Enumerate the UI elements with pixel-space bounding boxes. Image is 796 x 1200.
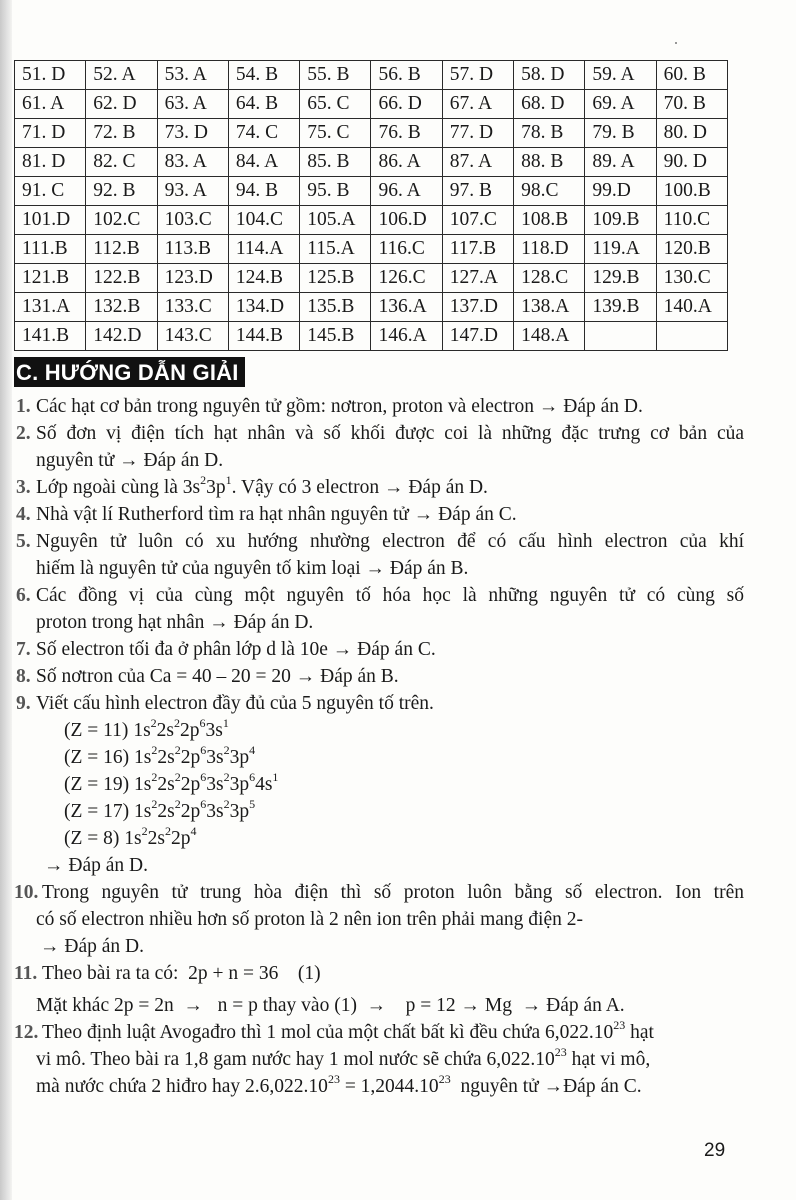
orbital: 2p (180, 774, 201, 795)
orbital: 3s (205, 720, 223, 741)
answer-cell: 147.D (442, 322, 513, 351)
solution-item-5 (16, 528, 744, 582)
superscript: 23 (613, 1017, 626, 1032)
solution-item-7 (16, 636, 736, 663)
answer-cell: 146.A (371, 322, 442, 351)
answer-cell: 69. A (585, 90, 656, 119)
answer-cell: 110.C (656, 206, 727, 235)
answer-cell: 103.C (157, 206, 228, 235)
answer-cell: 67. A (442, 90, 513, 119)
config-line (36, 771, 736, 798)
orbital: 2p (180, 720, 200, 741)
answer-row (15, 90, 728, 119)
answer-cell: 102.C (86, 206, 157, 235)
electron-count: 6 (249, 769, 256, 784)
answer-cell: 79. B (585, 119, 656, 148)
orbital: 2p (170, 828, 191, 849)
electron-count: 1 (222, 715, 229, 730)
item-number: 9. (16, 693, 31, 714)
answer-cell: 74. C (228, 119, 299, 148)
answer-cell: 132.B (86, 293, 157, 322)
solution-text (36, 1019, 736, 1046)
item-number: 7. (16, 639, 31, 660)
section-title: C. HƯỚNG DẪN GIẢI (14, 357, 245, 387)
solution-item-8 (16, 663, 736, 690)
electron-count: 2 (141, 823, 148, 838)
electron-count: 6 (200, 796, 207, 811)
orbital: 2p (180, 747, 201, 768)
item-number: 12. (14, 1022, 39, 1043)
answer-cell: 59. A (585, 61, 656, 90)
answer-cell: 84. A (228, 148, 299, 177)
solution-text: Số nơtron của Ca = 40 – 20 = 20 → Đáp án B. (36, 666, 399, 687)
superscript: 23 (327, 1071, 340, 1086)
answer-cell: 80. D (656, 119, 727, 148)
config-line (36, 744, 736, 771)
answer-cell: 94. B (228, 177, 299, 206)
answer-cell: 82. C (86, 148, 157, 177)
solution-item-6 (16, 582, 744, 636)
answer-cell: 88. B (514, 148, 585, 177)
electron-count: 2 (151, 796, 158, 811)
electron-count: 1 (272, 769, 279, 784)
solution-item-11 (16, 960, 736, 1019)
electron-count: 5 (249, 796, 256, 811)
answer-cell: 141.B (15, 322, 86, 351)
answer-cell: 95. B (300, 177, 371, 206)
answer-cell: 139.B (585, 293, 656, 322)
answer-cell: 144.B (228, 322, 299, 351)
answer-cell: 120.B (656, 235, 727, 264)
answer-cell: 98.C (514, 177, 585, 206)
answer-cell: 61. A (15, 90, 86, 119)
answer-cell: 119.A (585, 235, 656, 264)
solution-text: hiếm là nguyên tử của nguyên tố kim loại → Đáp án B. (36, 558, 469, 579)
text-fragment: hạt vi mô, (566, 1049, 651, 1070)
answer-cell: 66. D (371, 90, 442, 119)
electron-count: 2 (174, 742, 181, 757)
answer-cell: 140.A (656, 293, 727, 322)
answer-row (15, 119, 728, 148)
electron-count: 2 (223, 769, 230, 784)
text-fragment: vi mô. Theo bài ra 1,8 gam nước hay 1 mol nước sẽ chứa 6,022.10 (36, 1049, 555, 1070)
answer-cell (585, 322, 656, 351)
answer-cell: 108.B (514, 206, 585, 235)
answer-cell: 131.A (15, 293, 86, 322)
orbital: 1s (133, 720, 151, 741)
orbital: 1s (124, 828, 142, 849)
answer-cell: 62. D (86, 90, 157, 119)
orbital: 2s (156, 720, 174, 741)
solution-item-3 (16, 474, 736, 501)
item-number: 5. (16, 531, 31, 552)
electron-count: 6 (199, 715, 206, 730)
item-number: 3. (16, 477, 31, 498)
orbital: 3p (229, 801, 250, 822)
answer-cell: 117.B (442, 235, 513, 264)
answer-cell: 100.B (656, 177, 727, 206)
solution-text: Các đồng vị của cùng một nguyên tố hóa học là những nguyên tử có cùng số (36, 585, 744, 606)
answer-cell: 106.D (371, 206, 442, 235)
atomic-number: (Z = 11) (64, 720, 134, 741)
answer-cell: 77. D (442, 119, 513, 148)
orbital: 3s (206, 801, 224, 822)
answer-cell: 64. B (228, 90, 299, 119)
answer-cell: 148.A (514, 322, 585, 351)
solutions-list (14, 393, 744, 1100)
solution-text: Nguyên tử luôn có xu hướng nhường electron để có cấu hình electron của khí (36, 531, 744, 552)
text-fragment: Lớp ngoài cùng là 3s (36, 477, 201, 498)
electron-count: 2 (223, 742, 230, 757)
answer-key-table (14, 60, 728, 351)
electron-count: 2 (174, 796, 181, 811)
answer-cell: 90. D (656, 148, 727, 177)
answer-cell: 51. D (15, 61, 86, 90)
electron-count: 2 (223, 796, 230, 811)
answer-row (15, 61, 728, 90)
solution-text: proton trong hạt nhân → Đáp án D. (36, 612, 314, 633)
answer-cell: 57. D (442, 61, 513, 90)
answer-row (15, 177, 728, 206)
page-number: 29 (704, 1140, 726, 1161)
config-line (36, 798, 736, 825)
answer-row (15, 206, 728, 235)
item-number: 8. (16, 666, 31, 687)
solution-item-9 (16, 690, 736, 879)
answer-cell: 112.B (86, 235, 157, 264)
text-fragment: nguyên tử →Đáp án C. (450, 1076, 642, 1097)
orbital: 4s (255, 774, 273, 795)
orbital: 2s (157, 774, 175, 795)
answer-cell: 145.B (300, 322, 371, 351)
answer-cell: 116.C (371, 235, 442, 264)
item-number: 1. (16, 396, 31, 417)
text-fragment: hạt (625, 1022, 654, 1043)
answer-cell: 134.D (228, 293, 299, 322)
page-binding-shadow (0, 0, 12, 1200)
answer-row (15, 322, 728, 351)
orbital: 1s (134, 801, 152, 822)
answer-row (15, 148, 728, 177)
answer-cell: 137.D (442, 293, 513, 322)
electron-count: 6 (200, 769, 207, 784)
answer-cell: 75. C (300, 119, 371, 148)
item-number: 10. (14, 882, 39, 903)
answer-cell: 123.D (157, 264, 228, 293)
electron-count: 2 (150, 715, 157, 730)
answer-cell: 73. D (157, 119, 228, 148)
solution-text (36, 1073, 736, 1100)
answer-row (15, 235, 728, 264)
solution-text: Nhà vật lí Rutherford tìm ra hạt nhân nguyên tử → Đáp án C. (36, 504, 517, 525)
answer-cell: 114.A (228, 235, 299, 264)
answer-cell: 65. C (300, 90, 371, 119)
answer-text: → Đáp án D. (44, 855, 148, 876)
answer-cell: 99.D (585, 177, 656, 206)
answer-cell: 55. B (300, 61, 371, 90)
answer-cell: 101.D (15, 206, 86, 235)
solution-text: Số đơn vị điện tích hạt nhân và số khối được coi là những đặc trưng cơ bản của (36, 423, 744, 444)
orbital: 1s (134, 747, 152, 768)
answer-cell: 113.B (157, 235, 228, 264)
answer-cell: 76. B (371, 119, 442, 148)
answer-text: → Đáp án D. (40, 936, 144, 957)
electron-count: 6 (200, 742, 207, 757)
answer-cell: 97. B (442, 177, 513, 206)
answer-cell (656, 322, 727, 351)
electron-count: 4 (190, 823, 197, 838)
answer-cell: 130.C (656, 264, 727, 293)
orbital: 3s (206, 774, 224, 795)
answer-cell: 86. A (371, 148, 442, 177)
answer-cell: 136.A (371, 293, 442, 322)
answer-cell: 127.A (442, 264, 513, 293)
text-fragment: . Vậy có 3 electron → Đáp án D. (231, 477, 488, 498)
solution-item-4 (16, 501, 736, 528)
answer-cell: 115.A (300, 235, 371, 264)
print-speck (675, 42, 677, 44)
answer-cell: 125.B (300, 264, 371, 293)
atomic-number: (Z = 8) (64, 828, 125, 849)
orbital: 2s (157, 801, 175, 822)
answer-cell: 87. A (442, 148, 513, 177)
answer-cell: 126.C (371, 264, 442, 293)
atomic-number: (Z = 16) (64, 747, 135, 768)
text-fragment: Theo định luật Avogađro thì 1 mol của một chất bất kì đều chứa 6,022.10 (42, 1022, 614, 1043)
superscript: 23 (554, 1044, 567, 1059)
answer-cell: 129.B (585, 264, 656, 293)
text-fragment: = 1,2044.10 (339, 1076, 439, 1097)
answer-cell: 105.A (300, 206, 371, 235)
item-number: 6. (16, 585, 31, 606)
solution-text: nguyên tử → Đáp án D. (36, 450, 224, 471)
solution-item-1 (16, 393, 736, 420)
config-line (36, 717, 736, 744)
answer-cell: 111.B (15, 235, 86, 264)
item-number: 4. (16, 504, 31, 525)
atomic-number: (Z = 17) (64, 801, 135, 822)
answer-cell: 109.B (585, 206, 656, 235)
electron-count: 2 (151, 742, 158, 757)
solution-item-2 (16, 420, 744, 474)
solution-text: Theo bài ra ta có: 2p + n = 36 (1) (42, 963, 321, 984)
answer-cell: 138.A (514, 293, 585, 322)
answer-cell: 96. A (371, 177, 442, 206)
answer-row (15, 264, 728, 293)
solution-text (36, 474, 736, 501)
electron-configurations (36, 717, 736, 852)
config-line (36, 825, 736, 852)
solution-text: Viết cấu hình electron đầy đủ của 5 nguyên tố trên. (36, 693, 434, 714)
answer-cell: 56. B (371, 61, 442, 90)
answer-cell: 81. D (15, 148, 86, 177)
answer-cell: 72. B (86, 119, 157, 148)
orbital: 2s (157, 747, 175, 768)
atomic-number: (Z = 19) (64, 774, 135, 795)
text-fragment: mà nước chứa 2 hiđro hay 2.6,022.10 (36, 1076, 328, 1097)
text-fragment: 3p (206, 477, 226, 498)
solution-item-12 (16, 1019, 736, 1100)
answer-cell: 107.C (442, 206, 513, 235)
electron-count: 4 (249, 742, 256, 757)
solution-text: Các hạt cơ bản trong nguyên tử gồm: nơtron, proton và electron → Đáp án D. (36, 396, 643, 417)
answer-cell: 53. A (157, 61, 228, 90)
answer-cell: 70. B (656, 90, 727, 119)
electron-count: 2 (174, 715, 180, 730)
solution-text: Trong nguyên tử trung hòa điện thì số proton luôn bằng số electron. Ion trên (42, 882, 744, 903)
answer-cell: 89. A (585, 148, 656, 177)
answer-cell: 68. D (514, 90, 585, 119)
answer-cell: 52. A (86, 61, 157, 90)
item-number: 2. (16, 423, 31, 444)
superscript: 2 (200, 472, 207, 487)
answer-cell: 135.B (300, 293, 371, 322)
answer-cell: 143.C (157, 322, 228, 351)
answer-cell: 104.C (228, 206, 299, 235)
answer-cell: 71. D (15, 119, 86, 148)
answer-cell: 121.B (15, 264, 86, 293)
superscript: 1 (225, 472, 232, 487)
answer-cell: 78. B (514, 119, 585, 148)
answer-cell: 83. A (157, 148, 228, 177)
answer-row (15, 293, 728, 322)
solution-text: Số electron tối đa ở phân lớp d là 10e → Đáp án C. (36, 639, 436, 660)
electron-count: 2 (151, 769, 158, 784)
orbital: 2p (180, 801, 201, 822)
superscript: 23 (438, 1071, 451, 1086)
answer-cell: 58. D (514, 61, 585, 90)
orbital: 1s (134, 774, 152, 795)
solution-text: có số electron nhiều hơn số proton là 2 nên ion trên phải mang điện 2- (36, 909, 583, 930)
answer-cell: 85. B (300, 148, 371, 177)
answer-cell: 54. B (228, 61, 299, 90)
answer-cell: 133.C (157, 293, 228, 322)
answer-cell: 142.D (86, 322, 157, 351)
answer-cell: 92. B (86, 177, 157, 206)
orbital: 3p (229, 747, 250, 768)
solution-text: Mặt khác 2p = 2n → n = p thay vào (1) → p = 12 → Mg → Đáp án A. (36, 995, 625, 1016)
orbital: 3p (229, 774, 250, 795)
answer-cell: 118.D (514, 235, 585, 264)
answer-cell: 124.B (228, 264, 299, 293)
solution-item-10 (14, 879, 744, 960)
answer-cell: 122.B (86, 264, 157, 293)
orbital: 3s (206, 747, 224, 768)
answer-cell: 91. C (15, 177, 86, 206)
answer-cell: 63. A (157, 90, 228, 119)
electron-count: 2 (164, 823, 171, 838)
answer-cell: 128.C (514, 264, 585, 293)
answer-cell: 60. B (656, 61, 727, 90)
electron-count: 2 (174, 769, 181, 784)
answer-cell: 93. A (157, 177, 228, 206)
solution-text (36, 1046, 736, 1073)
orbital: 2s (147, 828, 165, 849)
item-number: 11. (14, 963, 38, 984)
